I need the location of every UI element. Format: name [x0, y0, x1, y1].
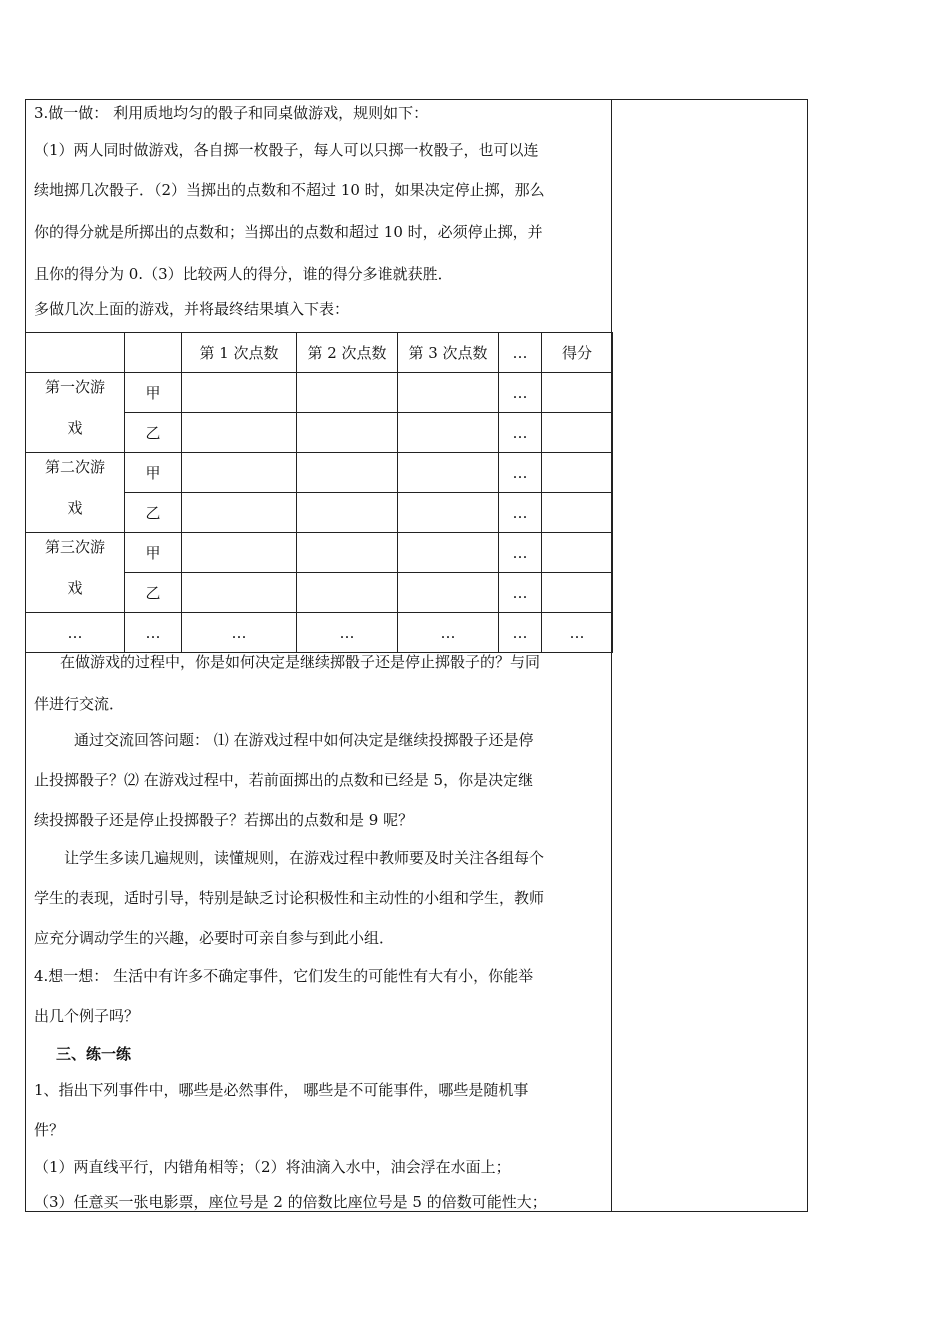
section-heading: 三、练一练 — [56, 1045, 132, 1063]
ellipsis-cell: … — [499, 413, 542, 453]
score-cell — [297, 413, 398, 453]
score-cell — [297, 573, 398, 613]
discussion-p1-line2: 伴进行交流． — [34, 695, 125, 713]
header-cell: … — [499, 333, 542, 373]
total-cell — [542, 413, 613, 453]
score-cell — [398, 573, 499, 613]
ellipsis-cell: … — [26, 613, 125, 653]
game-label-cell — [26, 453, 125, 533]
score-cell — [398, 373, 499, 413]
total-cell — [542, 453, 613, 493]
player-cell: 甲 — [125, 453, 182, 493]
player-cell: 乙 — [125, 573, 182, 613]
score-cell — [182, 453, 297, 493]
ellipsis-cell: … — [398, 613, 499, 653]
discussion-p1-line1: 在做游戏的过程中，你是如何决定是继续掷骰子还是停止掷骰子的？与同 — [60, 653, 541, 671]
column-divider — [611, 100, 612, 1211]
activity3-line6: 多做几次上面的游戏，并将最终结果填入下表： — [34, 300, 350, 318]
ellipsis-cell: … — [542, 613, 613, 653]
activity3-line3: 续地掷几次骰子．（2）当掷出的点数和不超过 10 时，如果决定停止掷，那么 — [34, 181, 545, 199]
header-cell: 得分 — [542, 333, 613, 373]
score-cell — [398, 533, 499, 573]
score-cell — [297, 453, 398, 493]
total-cell — [542, 573, 613, 613]
discussion-p2-line1: 通过交流回答问题： ⑴ 在游戏过程中如何决定是继续投掷骰子还是停 — [74, 731, 534, 749]
ellipsis-cell: … — [499, 493, 542, 533]
total-cell — [542, 533, 613, 573]
practice-q1-line3: （1）两直线平行，内错角相等；（2）将油滴入水中，油会浮在水面上； — [34, 1158, 511, 1176]
score-cell — [182, 373, 297, 413]
practice-q1-line2: 件？ — [34, 1121, 65, 1139]
game-label: 戏 — [67, 579, 83, 597]
table-row — [26, 373, 613, 413]
game-results-table — [25, 332, 613, 653]
discussion-p2-line2: 止投掷骰子？⑵ 在游戏过程中，若前面掷出的点数和已经是 5，你是决定继 — [34, 771, 534, 789]
game-label: 第二次游 — [44, 458, 105, 476]
activity3-line4: 你的得分就是所掷出的点数和；当掷出的点数和超过 10 时，必须停止掷，并 — [34, 223, 543, 241]
score-cell — [398, 413, 499, 453]
activity4-line2: 出几个例子吗？ — [34, 1007, 140, 1025]
header-cell — [125, 333, 182, 373]
ellipsis-cell: … — [499, 373, 542, 413]
score-cell — [182, 413, 297, 453]
discussion-p3-line1: 让学生多读几遍规则，读懂规则，在游戏过程中教师要及时关注各组每个 — [64, 849, 545, 867]
ellipsis-cell: … — [182, 613, 297, 653]
game-label: 戏 — [67, 419, 83, 437]
table-row — [26, 453, 613, 493]
ellipsis-cell: … — [499, 573, 542, 613]
activity3-line5: 且你的得分为 0.（3）比较两人的得分，谁的得分多谁就获胜． — [34, 265, 453, 283]
player-cell: 乙 — [125, 413, 182, 453]
game-label-cell — [26, 533, 125, 613]
discussion-p3-line2: 学生的表现，适时引导，特别是缺乏讨论积极性和主动性的小组和学生，教师 — [34, 889, 545, 907]
score-cell — [297, 533, 398, 573]
player-cell: 甲 — [125, 373, 182, 413]
lesson-table-frame — [25, 99, 808, 1212]
score-cell — [182, 493, 297, 533]
header-cell: 第 3 次点数 — [398, 333, 499, 373]
player-cell: 甲 — [125, 533, 182, 573]
score-cell — [398, 453, 499, 493]
discussion-p3-line3: 应充分调动学生的兴趣，必要时可亲自参与到此小组． — [34, 929, 395, 947]
header-cell — [26, 333, 125, 373]
total-cell — [542, 373, 613, 413]
game-label: 戏 — [67, 499, 83, 517]
total-cell — [542, 493, 613, 533]
game-label-cell — [26, 373, 125, 453]
ellipsis-cell: … — [499, 453, 542, 493]
header-cell: 第 1 次点数 — [182, 333, 297, 373]
score-cell — [182, 533, 297, 573]
activity3-line2: （1）两人同时做游戏，各自掷一枚骰子，每人可以只掷一枚骰子，也可以连 — [34, 141, 539, 159]
ellipsis-cell: … — [499, 613, 542, 653]
activity4-line1: 4.想一想： 生活中有许多不确定事件，它们发生的可能性有大有小，你能举 — [34, 967, 534, 985]
ellipsis-cell: … — [297, 613, 398, 653]
practice-q1-line1: 1、指出下列事件中，哪些是必然事件， 哪些是不可能事件，哪些是随机事 — [34, 1081, 529, 1099]
table-header-row — [26, 333, 613, 373]
game-label: 第一次游 — [44, 378, 105, 396]
score-cell — [297, 493, 398, 533]
score-cell — [297, 373, 398, 413]
score-cell — [398, 493, 499, 533]
header-cell: 第 2 次点数 — [297, 333, 398, 373]
practice-q1-line4: （3）任意买一张电影票，座位号是 2 的倍数比座位号是 5 的倍数可能性大； — [34, 1193, 547, 1211]
player-cell: 乙 — [125, 493, 182, 533]
table-row — [26, 533, 613, 573]
discussion-p2-line3: 续投掷骰子还是停止投掷骰子？若掷出的点数和是 9 呢？ — [34, 811, 414, 829]
table-row — [26, 613, 613, 653]
activity3-line1: 3.做一做： 利用质地均匀的骰子和同桌做游戏，规则如下： — [34, 104, 429, 122]
ellipsis-cell: … — [499, 533, 542, 573]
score-cell — [182, 573, 297, 613]
game-label: 第三次游 — [44, 538, 105, 556]
ellipsis-cell: … — [125, 613, 182, 653]
